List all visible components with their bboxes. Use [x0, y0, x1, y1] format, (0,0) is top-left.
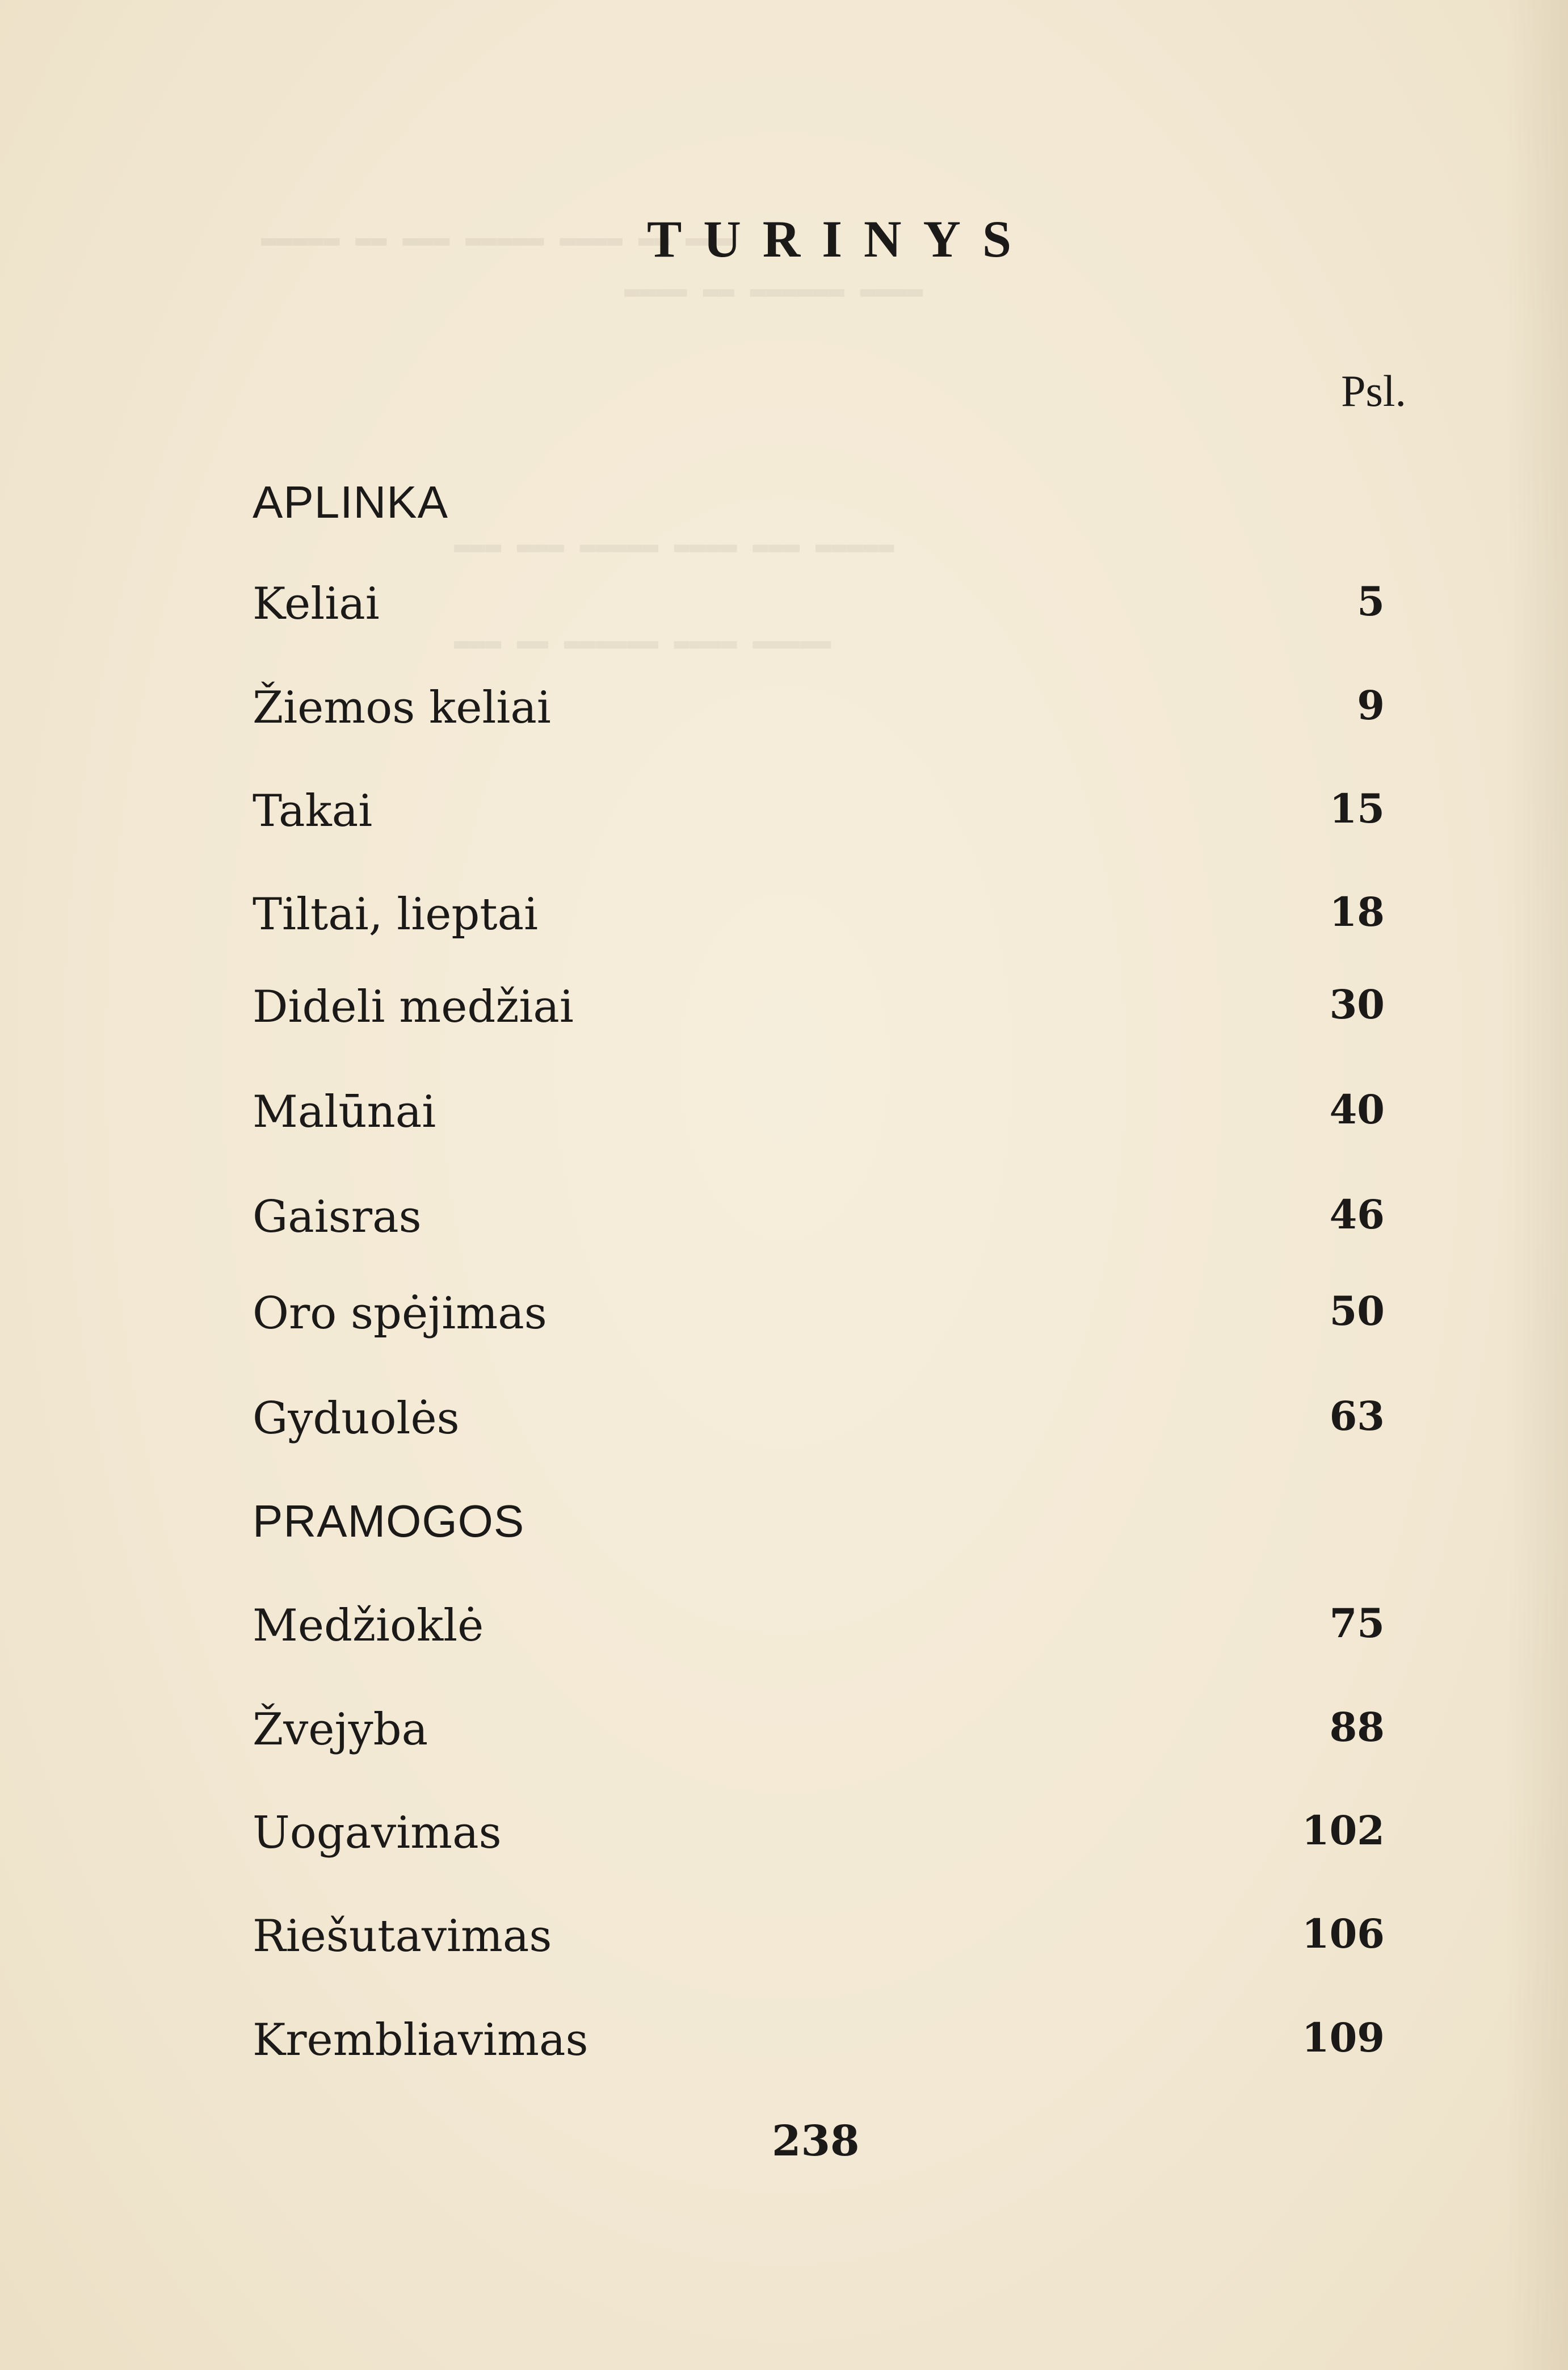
toc-entry-page: 50: [1329, 1287, 1385, 1335]
reverse-page-show-through: ▬▬▬▬ ▬▬▬▬▬▬ ▬▬ ▬▬▬▬: [624, 275, 923, 306]
toc-entry-page: 5: [1357, 578, 1385, 625]
toc-entry-title: Uogavimas: [253, 1807, 502, 1859]
toc-entry-page: 75: [1329, 1600, 1385, 1647]
toc-entry-page: 40: [1329, 1086, 1385, 1133]
toc-entry-title: Gaisras: [253, 1192, 422, 1243]
toc-entry-page: 18: [1329, 888, 1385, 936]
toc-entry-title: Krembliavimas: [253, 2015, 588, 2066]
toc-entry-title: Keliai: [253, 578, 380, 630]
page-column-label: Psl.: [1341, 366, 1406, 416]
toc-row[interactable]: [253, 1600, 1385, 1660]
toc-row[interactable]: [253, 1287, 1385, 1348]
page-edge-shadow: [1506, 0, 1568, 2370]
toc-row[interactable]: [253, 888, 1385, 949]
toc-row[interactable]: [253, 1191, 1385, 1252]
toc-entry-page: 63: [1329, 1392, 1385, 1440]
toc-row[interactable]: [253, 1704, 1385, 1764]
reverse-page-show-through: ▬▬▬▬▬ ▬▬▬ ▬▬▬▬ ▬▬▬▬▬ ▬▬▬ ▬▬▬: [454, 531, 894, 561]
toc-entry-page: 46: [1329, 1191, 1385, 1238]
reverse-page-show-through: ▬▬▬ ▬▬ ▬▬▬▬ ▬▬▬▬▬ ▬▬▬ ▬▬ ▬▬▬▬▬: [261, 224, 733, 255]
toc-entry-page: 88: [1329, 1704, 1385, 1751]
toc-entry-title: Žvejyba: [253, 1704, 428, 1755]
toc-row[interactable]: [253, 1910, 1385, 1971]
toc-entry-title: Riešutavimas: [253, 1911, 552, 1962]
toc-entry-title: Gyduolės: [253, 1393, 460, 1444]
toc-entry-title: Malūnai: [253, 1087, 436, 1138]
toc-entry-page: 15: [1329, 785, 1385, 832]
toc-row[interactable]: [253, 2014, 1385, 2075]
toc-entry-title: Tiltai, lieptai: [253, 889, 539, 940]
toc-row[interactable]: [253, 1392, 1385, 1453]
toc-entry-title: Žiemos keliai: [253, 682, 551, 733]
toc-entry-page: 109: [1301, 2014, 1385, 2061]
toc-entry-title: Oro spėjimas: [253, 1288, 547, 1339]
toc-entry-page: 9: [1357, 682, 1385, 729]
toc-row[interactable]: [253, 578, 1385, 639]
toc-row[interactable]: [253, 1086, 1385, 1147]
toc-row[interactable]: [253, 981, 1385, 1042]
toc-entry-page: 30: [1329, 981, 1385, 1028]
reverse-page-show-through: ▬▬▬▬▬ ▬▬▬▬ ▬▬▬▬▬▬ ▬▬ ▬▬▬: [454, 627, 831, 658]
toc-row[interactable]: [253, 1807, 1385, 1868]
toc-row[interactable]: [253, 682, 1385, 743]
section-heading-pramogos: PRAMOGOS: [253, 1496, 525, 1546]
contents-title: TURINYS: [647, 210, 1033, 268]
footer-page-number: 238: [772, 2117, 860, 2166]
toc-entry-title: Medžioklė: [253, 1600, 484, 1651]
toc-entry-title: Takai: [253, 786, 373, 837]
toc-entry-title: Dideli medžiai: [253, 981, 574, 1033]
toc-row[interactable]: [253, 785, 1385, 846]
toc-entry-page: 106: [1301, 1910, 1385, 1957]
toc-entry-page: 102: [1301, 1807, 1385, 1854]
section-heading-aplinka: APLINKA: [253, 477, 448, 527]
